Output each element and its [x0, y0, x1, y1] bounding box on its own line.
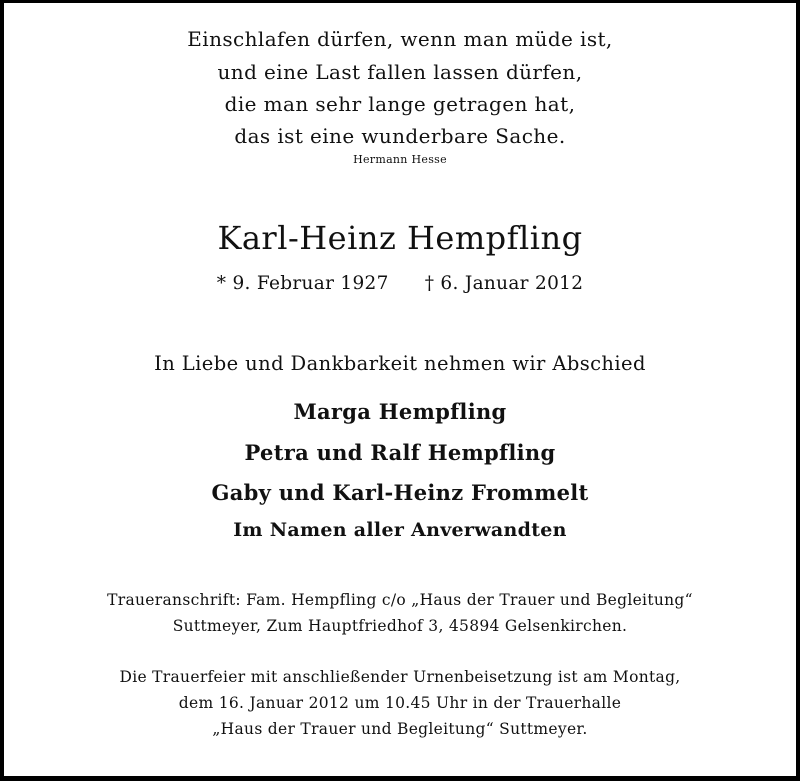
mourner-name: Gaby und Karl-Heinz Frommelt — [211, 480, 589, 505]
poem-line: und eine Last fallen lassen dürfen, — [217, 60, 583, 84]
poem-author: Hermann Hesse — [353, 153, 447, 166]
ceremony-line: „Haus der Trauer und Begleitung“ Suttmeyer. — [212, 720, 588, 738]
life-dates — [0, 273, 800, 294]
ceremony-line: dem 16. Januar 2012 um 10.45 Uhr in der Trauerhalle — [178, 694, 622, 712]
death-date: † 6. Januar 2012 — [424, 273, 584, 294]
address-line: Suttmeyer, Zum Hauptfriedhof 3, 45894 Gelsenkirchen. — [172, 617, 628, 635]
poem-line: Einschlafen dürfen, wenn man müde ist, — [187, 27, 613, 51]
farewell-text: In Liebe und Dankbarkeit nehmen wir Abschied — [154, 352, 646, 375]
poem-line: das ist eine wunderbare Sache. — [234, 124, 566, 148]
address-line: Traueranschrift: Fam. Hempfling c/o „Haus der Trauer und Begleitung“ — [107, 591, 693, 609]
mourner-name: Marga Hempfling — [293, 399, 507, 424]
deceased-name: Karl-Heinz Hempfling — [217, 219, 583, 257]
mourner-relatives: Im Namen aller Anverwandten — [233, 519, 567, 541]
mourner-name: Petra und Ralf Hempfling — [244, 440, 556, 465]
birth-date: * 9. Februar 1927 — [216, 273, 389, 294]
ceremony-line: Die Trauerfeier mit anschließender Urnenbeisetzung ist am Montag, — [119, 668, 681, 686]
poem-line: die man sehr lange getragen hat, — [224, 92, 576, 116]
